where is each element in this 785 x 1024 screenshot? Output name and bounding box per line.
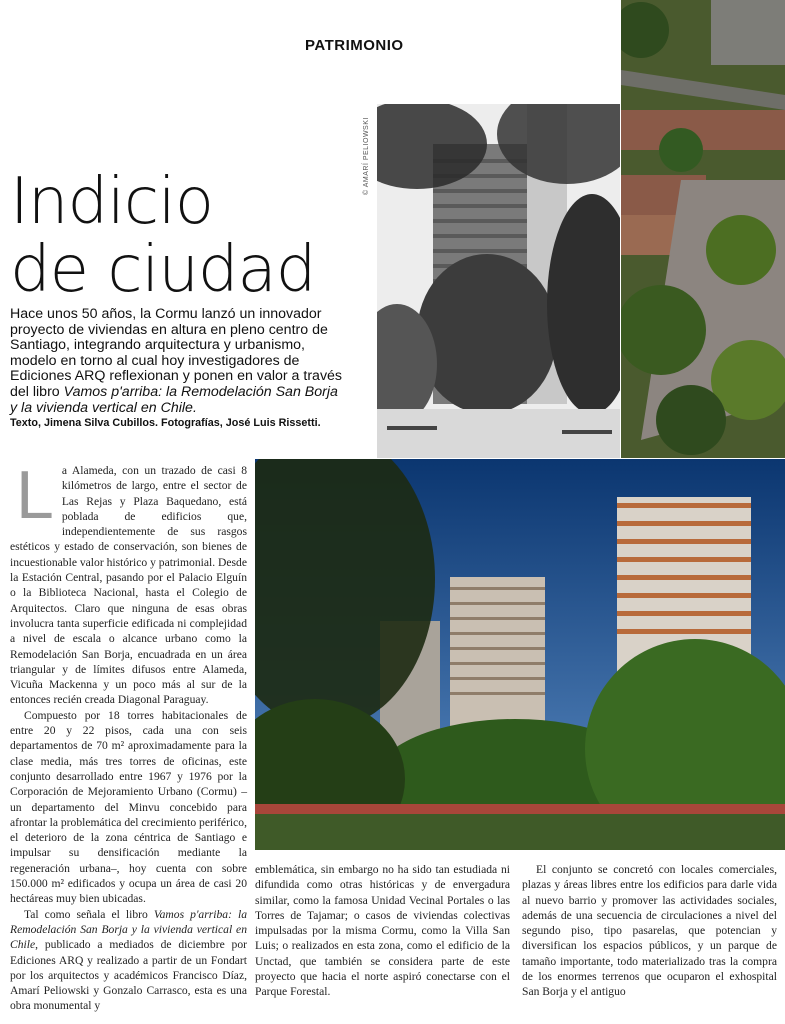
title-line-1: Indicio (10, 165, 213, 239)
body-column-1 (10, 457, 247, 1014)
lede-book-title: Vamos p'arriba: la Remodelación San Borja y la vivienda vertical en Chile. (10, 383, 338, 416)
body-column-3 (522, 862, 777, 1000)
photo-aerial (621, 0, 785, 458)
col3-paragraph-1: El conjunto se concretó con locales comerciales, plazas y áreas libres entre los edificios para darle vida al nuevo barrio y promover las actividades sociales, además de una secuencia de circulaciones a nivel del segundo piso, tipo pasarelas, que potencian y diversifican los espacios públicos, y un parque de tamaño importante, todo materializado tras la compra de los enormes terrenos que ocuparon el exhospital San Borja y el antiguo (522, 863, 777, 999)
article-lede (10, 307, 345, 416)
title-line-2: de ciudad (10, 233, 316, 307)
col1-paragraph-1: a Alameda, con un trazado de casi 8 kilómetros de largo, entre el sector de Las Rejas y Plaza Baquedano, está poblada de edificios que, independientemente de sus rasgos estéticos y estado de conservación, son bienes de incuestionable valor histórico y patrimonial. Desde la Estación Central, pasando por el Palacio Elguín o la Biblioteca Nacional, hasta el Colegio de Arquitectos. Claro que ninguna de esas obras involucra tanta superficie edificada ni complejidad a nivel de escala o alcance urbano como la Remodelación San Borja, encuadrada en un área triangular y de límites difusos entre Alameda, Vicuña Mackenna y un poco más al sur de la entonces recién creada Diagonal Paraguay. (10, 464, 247, 707)
col1-paragraph-2: Compuesto por 18 torres habitacionales de entre 20 y 22 pisos, cada una con seis departamentos de 70 m² aproximadamente para la clase media, más tres torres de oficinas, este conjunto desarrollado entre 1967 y 1976 por la Corporación de Mejoramiento Urbano (Cormu) –un departamento del Minvu concebido para afrontar la problemática del crecimiento periférico, el deterioro de la zona céntrica de Santiago e impulsar su densificación mediante la regeneración urbana–, hoy cuenta con sobre 150.000 m² edificados y ocupa un área de casi 20 hectáreas muy bien ubicadas. (10, 708, 247, 906)
col1-book-title: Vamos p'arriba: la Remodelación San Borja y la vivienda vertical en Chile (10, 907, 247, 952)
dropcap: L (16, 457, 54, 533)
section-label: PATRIMONIO (305, 37, 404, 54)
byline: Texto, Jimena Silva Cubillos. Fotografías, José Luis Rissetti. (10, 417, 321, 429)
photo-credit: © AMARÍ PELIOWSKI (363, 117, 370, 195)
photo-tower-bw (377, 104, 620, 458)
lede-text: Hace unos 50 años, la Cormu lanzó un innovador proyecto de viviendas en altura en pleno centro de Santiago, integrando arquitectura y urbanismo, modelo en torno al cual hoy investigadores de Ediciones ARQ reflexionan y ponen en valor a través del libro (10, 306, 343, 400)
body-column-2 (255, 862, 510, 1000)
article-title (10, 165, 316, 307)
col2-paragraph-1: emblemática, sin embargo no ha sido tan estudiada ni difundida como otras históricas y de envergadura similar, como la famosa Unidad Vecinal Portales o las Torres de Tajamar; o casos de viviendas colectivas impulsadas por la misma Cormu, como la Villa San Luis; o realizados en esta zona, como el edificio de la Unctad, que también se considera parte de este proyecto que hacia el norte aspiró conectarse con el Parque Forestal. (255, 863, 510, 999)
photo-towers-color (255, 459, 785, 850)
col1-paragraph-3: Tal como señala el libro Vamos p'arriba: la Remodelación San Borja y la vivienda vertical en Chile, publicado a mediados de diciembre por Ediciones ARQ y realizado a partir de un Fondart por los arquitectos y académicos Francisco Díaz, Amarí Peliowski y Gonzalo Carrasco, esta es una obra monumental y (10, 907, 247, 1013)
